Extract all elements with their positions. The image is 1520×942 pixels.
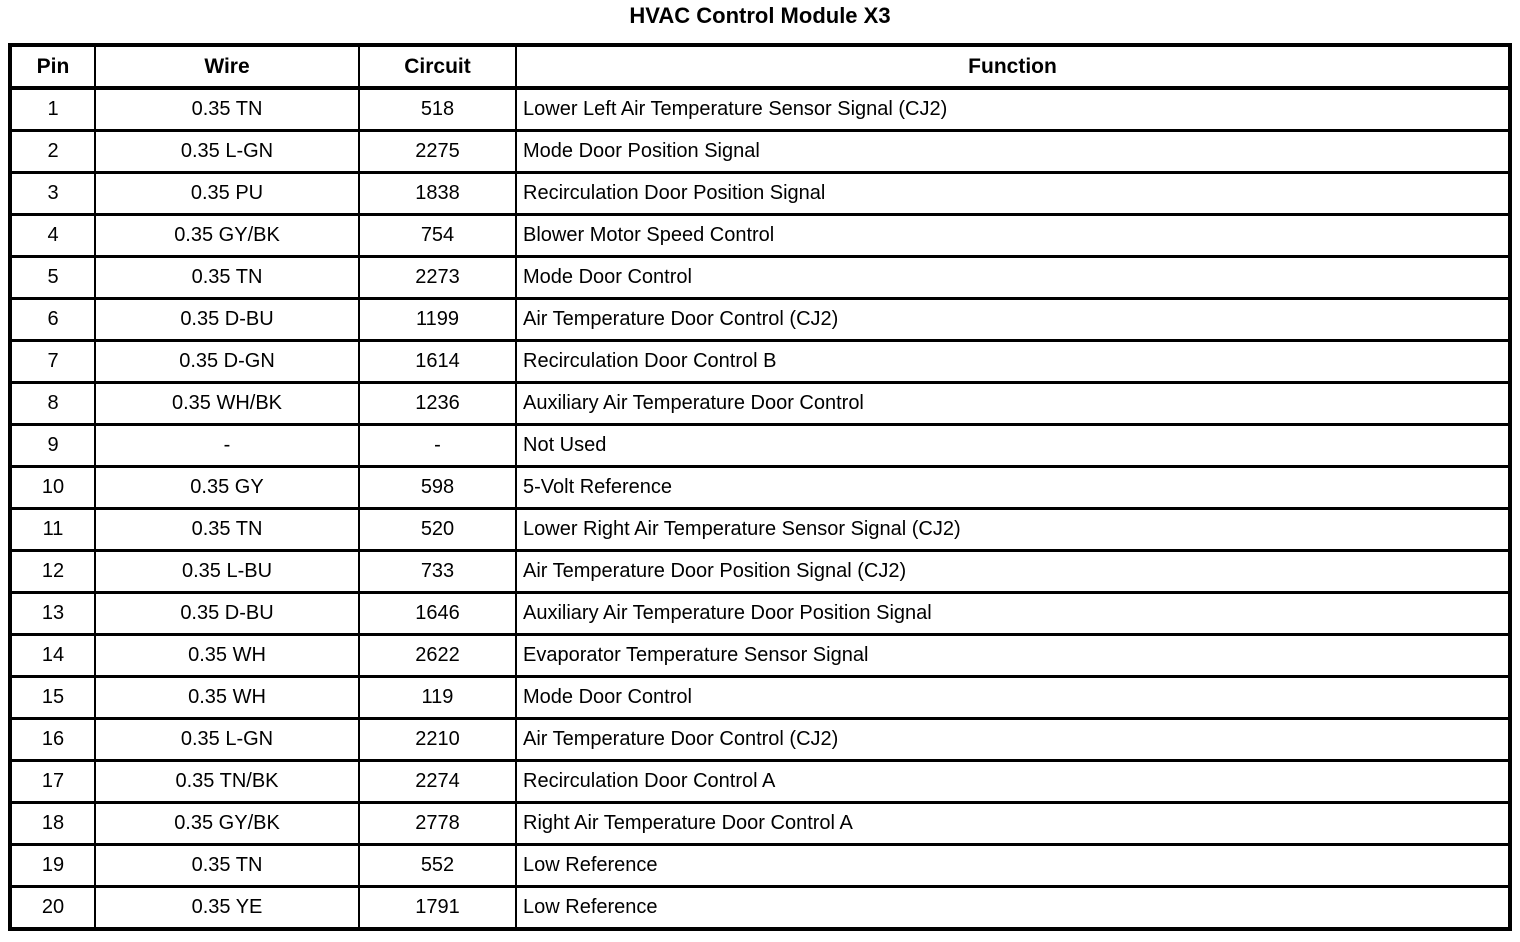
table-row xyxy=(10,341,1510,383)
cell-wire: - xyxy=(95,425,359,467)
cell-wire: 0.35 TN xyxy=(95,88,359,131)
cell-function: Auxiliary Air Temperature Door Position Signal xyxy=(516,593,1510,635)
cell-pin: 2 xyxy=(10,131,95,173)
cell-pin: 18 xyxy=(10,803,95,845)
cell-pin: 11 xyxy=(10,509,95,551)
cell-function: Evaporator Temperature Sensor Signal xyxy=(516,635,1510,677)
cell-function: Air Temperature Door Control (CJ2) xyxy=(516,299,1510,341)
cell-pin: 4 xyxy=(10,215,95,257)
cell-wire: 0.35 WH xyxy=(95,677,359,719)
cell-circuit: 1791 xyxy=(359,887,516,930)
cell-function: Lower Right Air Temperature Sensor Signal (CJ2) xyxy=(516,509,1510,551)
cell-circuit: 518 xyxy=(359,88,516,131)
cell-wire: 0.35 L-BU xyxy=(95,551,359,593)
cell-function: Auxiliary Air Temperature Door Control xyxy=(516,383,1510,425)
cell-circuit: 1614 xyxy=(359,341,516,383)
column-header-circuit: Circuit xyxy=(359,45,516,88)
cell-wire: 0.35 PU xyxy=(95,173,359,215)
table-row xyxy=(10,719,1510,761)
cell-pin: 12 xyxy=(10,551,95,593)
cell-function: Not Used xyxy=(516,425,1510,467)
table-row xyxy=(10,845,1510,887)
cell-pin: 1 xyxy=(10,88,95,131)
cell-pin: 6 xyxy=(10,299,95,341)
cell-function: Right Air Temperature Door Control A xyxy=(516,803,1510,845)
table-row xyxy=(10,635,1510,677)
cell-pin: 9 xyxy=(10,425,95,467)
table-row xyxy=(10,803,1510,845)
cell-circuit: 598 xyxy=(359,467,516,509)
table-row xyxy=(10,887,1510,930)
table-row xyxy=(10,467,1510,509)
cell-circuit: 1646 xyxy=(359,593,516,635)
cell-circuit: 1236 xyxy=(359,383,516,425)
cell-circuit: 2210 xyxy=(359,719,516,761)
cell-function: Air Temperature Door Position Signal (CJ2) xyxy=(516,551,1510,593)
cell-wire: 0.35 D-GN xyxy=(95,341,359,383)
table-row xyxy=(10,383,1510,425)
cell-circuit: 1838 xyxy=(359,173,516,215)
cell-pin: 15 xyxy=(10,677,95,719)
cell-function: Low Reference xyxy=(516,887,1510,930)
cell-wire: 0.35 D-BU xyxy=(95,593,359,635)
table-row xyxy=(10,131,1510,173)
cell-function: Mode Door Position Signal xyxy=(516,131,1510,173)
cell-wire: 0.35 L-GN xyxy=(95,131,359,173)
cell-circuit: 2274 xyxy=(359,761,516,803)
cell-pin: 3 xyxy=(10,173,95,215)
table-row xyxy=(10,551,1510,593)
cell-pin: 10 xyxy=(10,467,95,509)
cell-function: Blower Motor Speed Control xyxy=(516,215,1510,257)
cell-wire: 0.35 TN xyxy=(95,845,359,887)
cell-function: Mode Door Control xyxy=(516,257,1510,299)
pinout-table-body xyxy=(10,88,1510,929)
cell-function: Lower Left Air Temperature Sensor Signal (CJ2) xyxy=(516,88,1510,131)
cell-wire: 0.35 TN xyxy=(95,509,359,551)
cell-wire: 0.35 TN xyxy=(95,257,359,299)
table-row xyxy=(10,299,1510,341)
table-row xyxy=(10,215,1510,257)
cell-function: Recirculation Door Control B xyxy=(516,341,1510,383)
cell-pin: 20 xyxy=(10,887,95,930)
cell-circuit: 1199 xyxy=(359,299,516,341)
column-header-function: Function xyxy=(516,45,1510,88)
cell-wire: 0.35 WH/BK xyxy=(95,383,359,425)
cell-function: Recirculation Door Position Signal xyxy=(516,173,1510,215)
cell-pin: 5 xyxy=(10,257,95,299)
cell-function: Low Reference xyxy=(516,845,1510,887)
table-row xyxy=(10,88,1510,131)
cell-pin: 8 xyxy=(10,383,95,425)
cell-wire: 0.35 YE xyxy=(95,887,359,930)
table-row xyxy=(10,509,1510,551)
cell-pin: 16 xyxy=(10,719,95,761)
cell-function: 5-Volt Reference xyxy=(516,467,1510,509)
cell-wire: 0.35 WH xyxy=(95,635,359,677)
cell-wire: 0.35 GY xyxy=(95,467,359,509)
table-row xyxy=(10,677,1510,719)
table-row xyxy=(10,173,1510,215)
cell-wire: 0.35 D-BU xyxy=(95,299,359,341)
table-row xyxy=(10,425,1510,467)
pinout-table xyxy=(8,43,1512,931)
cell-wire: 0.35 L-GN xyxy=(95,719,359,761)
cell-wire: 0.35 GY/BK xyxy=(95,215,359,257)
cell-function: Air Temperature Door Control (CJ2) xyxy=(516,719,1510,761)
table-row xyxy=(10,593,1510,635)
cell-pin: 19 xyxy=(10,845,95,887)
cell-circuit: 552 xyxy=(359,845,516,887)
cell-pin: 14 xyxy=(10,635,95,677)
cell-circuit: 2622 xyxy=(359,635,516,677)
cell-circuit: 754 xyxy=(359,215,516,257)
cell-circuit: - xyxy=(359,425,516,467)
column-header-pin: Pin xyxy=(10,45,95,88)
cell-function: Mode Door Control xyxy=(516,677,1510,719)
cell-function: Recirculation Door Control A xyxy=(516,761,1510,803)
cell-circuit: 2778 xyxy=(359,803,516,845)
column-header-wire: Wire xyxy=(95,45,359,88)
cell-wire: 0.35 TN/BK xyxy=(95,761,359,803)
cell-wire: 0.35 GY/BK xyxy=(95,803,359,845)
cell-circuit: 2275 xyxy=(359,131,516,173)
cell-pin: 13 xyxy=(10,593,95,635)
cell-circuit: 2273 xyxy=(359,257,516,299)
cell-circuit: 520 xyxy=(359,509,516,551)
cell-circuit: 733 xyxy=(359,551,516,593)
table-row xyxy=(10,761,1510,803)
cell-circuit: 119 xyxy=(359,677,516,719)
table-row xyxy=(10,257,1510,299)
page-title: HVAC Control Module X3 xyxy=(629,3,891,28)
cell-pin: 7 xyxy=(10,341,95,383)
table-header-row xyxy=(10,45,1510,88)
cell-pin: 17 xyxy=(10,761,95,803)
